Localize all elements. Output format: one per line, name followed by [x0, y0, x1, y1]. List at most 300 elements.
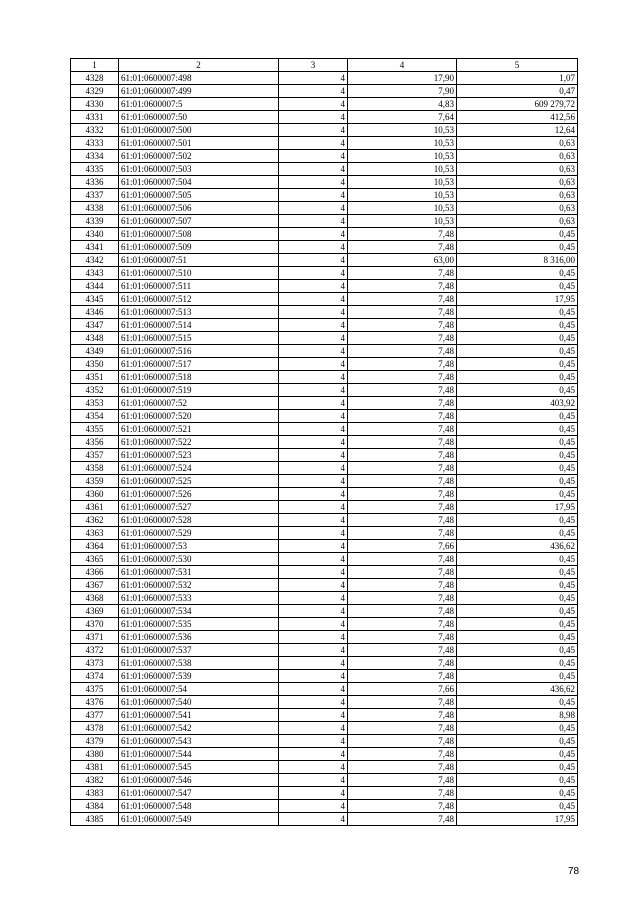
category-cell: 4	[279, 371, 348, 384]
amount-cell: 0,45	[457, 358, 578, 371]
cadastral-number-cell: 61:01:0600007:528	[119, 514, 279, 527]
table-row	[71, 98, 578, 111]
cadastral-number-cell: 61:01:0600007:501	[119, 137, 279, 150]
amount-cell: 412,56	[457, 111, 578, 124]
table-row	[71, 618, 578, 631]
table-row	[71, 787, 578, 800]
rate-cell: 10,53	[348, 189, 457, 202]
category-cell: 4	[279, 293, 348, 306]
cadastral-number-cell: 61:01:0600007:532	[119, 579, 279, 592]
category-cell: 4	[279, 345, 348, 358]
row-number-cell: 4367	[71, 579, 119, 592]
cadastral-number-cell: 61:01:0600007:542	[119, 722, 279, 735]
row-number-cell: 4345	[71, 293, 119, 306]
category-cell: 4	[279, 163, 348, 176]
cadastral-number-cell: 61:01:0600007:539	[119, 670, 279, 683]
row-number-cell: 4355	[71, 423, 119, 436]
cadastral-number-cell: 61:01:0600007:536	[119, 631, 279, 644]
amount-cell: 0,45	[457, 410, 578, 423]
cadastral-number-cell: 61:01:0600007:510	[119, 267, 279, 280]
cadastral-number-cell: 61:01:0600007:54	[119, 683, 279, 696]
row-number-cell: 4357	[71, 449, 119, 462]
table-row	[71, 384, 578, 397]
amount-cell: 0,63	[457, 176, 578, 189]
row-number-cell: 4381	[71, 761, 119, 774]
row-number-cell: 4372	[71, 644, 119, 657]
table-row	[71, 358, 578, 371]
amount-cell: 0,45	[457, 761, 578, 774]
table-row	[71, 462, 578, 475]
amount-cell: 0,45	[457, 371, 578, 384]
rate-cell: 7,48	[348, 566, 457, 579]
rate-cell: 7,48	[348, 345, 457, 358]
row-number-cell: 4328	[71, 72, 119, 85]
category-cell: 4	[279, 72, 348, 85]
rate-cell: 7,48	[348, 241, 457, 254]
row-number-cell: 4344	[71, 280, 119, 293]
cadastral-number-cell: 61:01:0600007:522	[119, 436, 279, 449]
cadastral-number-cell: 61:01:0600007:508	[119, 228, 279, 241]
category-cell: 4	[279, 462, 348, 475]
rate-cell: 7,48	[348, 527, 457, 540]
rate-cell: 7,48	[348, 306, 457, 319]
amount-cell: 0,45	[457, 644, 578, 657]
amount-cell: 0,45	[457, 488, 578, 501]
cadastral-number-cell: 61:01:0600007:504	[119, 176, 279, 189]
row-number-cell: 4348	[71, 332, 119, 345]
cadastral-number-cell: 61:01:0600007:531	[119, 566, 279, 579]
amount-cell: 0,45	[457, 618, 578, 631]
rate-cell: 7,48	[348, 267, 457, 280]
row-number-cell: 4376	[71, 696, 119, 709]
row-number-cell: 4368	[71, 592, 119, 605]
rate-cell: 7,48	[348, 514, 457, 527]
row-number-cell: 4342	[71, 254, 119, 267]
amount-cell: 0,45	[457, 735, 578, 748]
table-row	[71, 267, 578, 280]
rate-cell: 7,48	[348, 644, 457, 657]
category-cell: 4	[279, 410, 348, 423]
column-header-5: 5	[457, 59, 578, 72]
category-cell: 4	[279, 449, 348, 462]
rate-cell: 7,48	[348, 410, 457, 423]
amount-cell: 0,45	[457, 605, 578, 618]
rate-cell: 7,48	[348, 670, 457, 683]
row-number-cell: 4343	[71, 267, 119, 280]
cadastral-number-cell: 61:01:0600007:521	[119, 423, 279, 436]
cadastral-number-cell: 61:01:0600007:517	[119, 358, 279, 371]
amount-cell: 0,45	[457, 631, 578, 644]
amount-cell: 0,45	[457, 267, 578, 280]
category-cell: 4	[279, 189, 348, 202]
category-cell: 4	[279, 241, 348, 254]
table-row	[71, 371, 578, 384]
category-cell: 4	[279, 111, 348, 124]
rate-cell: 7,66	[348, 683, 457, 696]
cadastral-number-cell: 61:01:0600007:535	[119, 618, 279, 631]
rate-cell: 7,48	[348, 761, 457, 774]
category-cell: 4	[279, 280, 348, 293]
cadastral-number-cell: 61:01:0600007:511	[119, 280, 279, 293]
amount-cell: 1,07	[457, 72, 578, 85]
table-header-row	[71, 59, 578, 72]
table-row	[71, 696, 578, 709]
table-row	[71, 670, 578, 683]
table-row	[71, 111, 578, 124]
row-number-cell: 4333	[71, 137, 119, 150]
row-number-cell: 4353	[71, 397, 119, 410]
cadastral-number-cell: 61:01:0600007:499	[119, 85, 279, 98]
cadastral-number-cell: 61:01:0600007:512	[119, 293, 279, 306]
cadastral-number-cell: 61:01:0600007:513	[119, 306, 279, 319]
category-cell: 4	[279, 553, 348, 566]
category-cell: 4	[279, 696, 348, 709]
amount-cell: 0,45	[457, 475, 578, 488]
row-number-cell: 4331	[71, 111, 119, 124]
row-number-cell: 4362	[71, 514, 119, 527]
row-number-cell: 4347	[71, 319, 119, 332]
rate-cell: 4,83	[348, 98, 457, 111]
rate-cell: 7,48	[348, 293, 457, 306]
table-row	[71, 319, 578, 332]
row-number-cell: 4370	[71, 618, 119, 631]
rate-cell: 7,48	[348, 631, 457, 644]
category-cell: 4	[279, 813, 348, 826]
rate-cell: 10,53	[348, 215, 457, 228]
cadastral-number-cell: 61:01:0600007:500	[119, 124, 279, 137]
amount-cell: 0,45	[457, 657, 578, 670]
amount-cell: 0,45	[457, 332, 578, 345]
rate-cell: 7,48	[348, 358, 457, 371]
rate-cell: 7,48	[348, 423, 457, 436]
rate-cell: 7,48	[348, 501, 457, 514]
rate-cell: 7,48	[348, 397, 457, 410]
table-row	[71, 397, 578, 410]
row-number-cell: 4338	[71, 202, 119, 215]
cadastral-number-cell: 61:01:0600007:533	[119, 592, 279, 605]
row-number-cell: 4340	[71, 228, 119, 241]
table-body	[71, 72, 578, 826]
amount-cell: 0,45	[457, 462, 578, 475]
table-row	[71, 631, 578, 644]
row-number-cell: 4337	[71, 189, 119, 202]
amount-cell: 17,95	[457, 501, 578, 514]
row-number-cell: 4351	[71, 371, 119, 384]
table-row	[71, 761, 578, 774]
table-row	[71, 709, 578, 722]
rate-cell: 7,48	[348, 605, 457, 618]
cadastral-number-cell: 61:01:0600007:540	[119, 696, 279, 709]
amount-cell: 0,45	[457, 722, 578, 735]
table-row	[71, 85, 578, 98]
table-row	[71, 605, 578, 618]
table-row	[71, 137, 578, 150]
amount-cell: 436,62	[457, 540, 578, 553]
table-row	[71, 501, 578, 514]
amount-cell: 0,45	[457, 592, 578, 605]
table-row	[71, 514, 578, 527]
row-number-cell: 4377	[71, 709, 119, 722]
cadastral-number-cell: 61:01:0600007:530	[119, 553, 279, 566]
rate-cell: 7,48	[348, 735, 457, 748]
table-row	[71, 644, 578, 657]
cadastral-number-cell: 61:01:0600007:546	[119, 774, 279, 787]
category-cell: 4	[279, 254, 348, 267]
rate-cell: 7,64	[348, 111, 457, 124]
category-cell: 4	[279, 85, 348, 98]
cadastral-number-cell: 61:01:0600007:51	[119, 254, 279, 267]
category-cell: 4	[279, 800, 348, 813]
rate-cell: 63,00	[348, 254, 457, 267]
rate-cell: 7,48	[348, 592, 457, 605]
column-header-3: 3	[279, 59, 348, 72]
cadastral-number-cell: 61:01:0600007:516	[119, 345, 279, 358]
row-number-cell: 4384	[71, 800, 119, 813]
cadastral-number-cell: 61:01:0600007:523	[119, 449, 279, 462]
cadastral-number-cell: 61:01:0600007:53	[119, 540, 279, 553]
table-row	[71, 683, 578, 696]
cadastral-number-cell: 61:01:0600007:534	[119, 605, 279, 618]
category-cell: 4	[279, 592, 348, 605]
cadastral-number-cell: 61:01:0600007:52	[119, 397, 279, 410]
amount-cell: 12,64	[457, 124, 578, 137]
row-number-cell: 4332	[71, 124, 119, 137]
row-number-cell: 4375	[71, 683, 119, 696]
table-row	[71, 592, 578, 605]
category-cell: 4	[279, 488, 348, 501]
cadastral-number-cell: 61:01:0600007:509	[119, 241, 279, 254]
row-number-cell: 4339	[71, 215, 119, 228]
cadastral-number-cell: 61:01:0600007:544	[119, 748, 279, 761]
cadastral-number-cell: 61:01:0600007:520	[119, 410, 279, 423]
row-number-cell: 4330	[71, 98, 119, 111]
amount-cell: 0,45	[457, 345, 578, 358]
category-cell: 4	[279, 501, 348, 514]
rate-cell: 10,53	[348, 163, 457, 176]
row-number-cell: 4371	[71, 631, 119, 644]
cadastral-number-cell: 61:01:0600007:538	[119, 657, 279, 670]
cadastral-number-cell: 61:01:0600007:514	[119, 319, 279, 332]
category-cell: 4	[279, 423, 348, 436]
table-row	[71, 579, 578, 592]
cadastral-number-cell: 61:01:0600007:505	[119, 189, 279, 202]
category-cell: 4	[279, 332, 348, 345]
amount-cell: 0,63	[457, 163, 578, 176]
amount-cell: 0,45	[457, 579, 578, 592]
amount-cell: 0,45	[457, 774, 578, 787]
rate-cell: 10,53	[348, 202, 457, 215]
cadastral-number-cell: 61:01:0600007:515	[119, 332, 279, 345]
table-row	[71, 527, 578, 540]
category-cell: 4	[279, 787, 348, 800]
amount-cell: 0,63	[457, 202, 578, 215]
category-cell: 4	[279, 267, 348, 280]
category-cell: 4	[279, 566, 348, 579]
cadastral-number-cell: 61:01:0600007:518	[119, 371, 279, 384]
amount-cell: 0,45	[457, 748, 578, 761]
row-number-cell: 4361	[71, 501, 119, 514]
amount-cell: 0,45	[457, 449, 578, 462]
cadastral-number-cell: 61:01:0600007:5	[119, 98, 279, 111]
amount-cell: 0,45	[457, 319, 578, 332]
cadastral-number-cell: 61:01:0600007:507	[119, 215, 279, 228]
table-row	[71, 410, 578, 423]
rate-cell: 17,90	[348, 72, 457, 85]
row-number-cell: 4379	[71, 735, 119, 748]
category-cell: 4	[279, 475, 348, 488]
row-number-cell: 4385	[71, 813, 119, 826]
row-number-cell: 4369	[71, 605, 119, 618]
category-cell: 4	[279, 150, 348, 163]
category-cell: 4	[279, 579, 348, 592]
table-row	[71, 345, 578, 358]
rate-cell: 7,48	[348, 319, 457, 332]
amount-cell: 0,45	[457, 306, 578, 319]
table-row	[71, 722, 578, 735]
category-cell: 4	[279, 436, 348, 449]
table-row	[71, 748, 578, 761]
cadastral-number-cell: 61:01:0600007:502	[119, 150, 279, 163]
amount-cell: 0,45	[457, 553, 578, 566]
row-number-cell: 4356	[71, 436, 119, 449]
row-number-cell: 4346	[71, 306, 119, 319]
cadastral-number-cell: 61:01:0600007:526	[119, 488, 279, 501]
cadastral-number-cell: 61:01:0600007:527	[119, 501, 279, 514]
cadastral-number-cell: 61:01:0600007:537	[119, 644, 279, 657]
rate-cell: 7,48	[348, 787, 457, 800]
category-cell: 4	[279, 618, 348, 631]
row-number-cell: 4380	[71, 748, 119, 761]
rate-cell: 7,48	[348, 436, 457, 449]
cadastral-number-cell: 61:01:0600007:525	[119, 475, 279, 488]
category-cell: 4	[279, 215, 348, 228]
category-cell: 4	[279, 670, 348, 683]
category-cell: 4	[279, 631, 348, 644]
amount-cell: 17,95	[457, 293, 578, 306]
table-row	[71, 553, 578, 566]
amount-cell: 403,92	[457, 397, 578, 410]
table-row	[71, 241, 578, 254]
category-cell: 4	[279, 683, 348, 696]
category-cell: 4	[279, 605, 348, 618]
row-number-cell: 4341	[71, 241, 119, 254]
table-row	[71, 540, 578, 553]
amount-cell: 0,45	[457, 696, 578, 709]
row-number-cell: 4378	[71, 722, 119, 735]
category-cell: 4	[279, 709, 348, 722]
table-row	[71, 488, 578, 501]
rate-cell: 7,48	[348, 449, 457, 462]
amount-cell: 0,45	[457, 228, 578, 241]
table-row	[71, 449, 578, 462]
category-cell: 4	[279, 657, 348, 670]
table-row	[71, 735, 578, 748]
cadastral-number-cell: 61:01:0600007:524	[119, 462, 279, 475]
table-row	[71, 293, 578, 306]
category-cell: 4	[279, 397, 348, 410]
amount-cell: 0,45	[457, 514, 578, 527]
cadastral-number-cell: 61:01:0600007:498	[119, 72, 279, 85]
table-row	[71, 189, 578, 202]
category-cell: 4	[279, 514, 348, 527]
table-row	[71, 254, 578, 267]
table-row	[71, 176, 578, 189]
rate-cell: 7,48	[348, 748, 457, 761]
category-cell: 4	[279, 176, 348, 189]
cadastral-number-cell: 61:01:0600007:548	[119, 800, 279, 813]
rate-cell: 7,48	[348, 475, 457, 488]
table-row	[71, 475, 578, 488]
cadastral-number-cell: 61:01:0600007:549	[119, 813, 279, 826]
rate-cell: 7,48	[348, 553, 457, 566]
category-cell: 4	[279, 202, 348, 215]
category-cell: 4	[279, 124, 348, 137]
rate-cell: 7,48	[348, 462, 457, 475]
data-table	[70, 58, 578, 826]
category-cell: 4	[279, 306, 348, 319]
row-number-cell: 4374	[71, 670, 119, 683]
category-cell: 4	[279, 774, 348, 787]
rate-cell: 10,53	[348, 124, 457, 137]
row-number-cell: 4359	[71, 475, 119, 488]
row-number-cell: 4350	[71, 358, 119, 371]
amount-cell: 0,45	[457, 670, 578, 683]
cadastral-number-cell: 61:01:0600007:50	[119, 111, 279, 124]
amount-cell: 0,63	[457, 215, 578, 228]
row-number-cell: 4360	[71, 488, 119, 501]
table-row	[71, 72, 578, 85]
row-number-cell: 4366	[71, 566, 119, 579]
category-cell: 4	[279, 722, 348, 735]
rate-cell: 7,48	[348, 709, 457, 722]
column-header-4: 4	[348, 59, 457, 72]
table-row	[71, 228, 578, 241]
table-row	[71, 423, 578, 436]
row-number-cell: 4334	[71, 150, 119, 163]
category-cell: 4	[279, 228, 348, 241]
table-row	[71, 657, 578, 670]
table-row	[71, 163, 578, 176]
amount-cell: 0,45	[457, 280, 578, 293]
row-number-cell: 4354	[71, 410, 119, 423]
amount-cell: 436,62	[457, 683, 578, 696]
cadastral-number-cell: 61:01:0600007:503	[119, 163, 279, 176]
rate-cell: 7,48	[348, 813, 457, 826]
row-number-cell: 4373	[71, 657, 119, 670]
category-cell: 4	[279, 137, 348, 150]
category-cell: 4	[279, 319, 348, 332]
category-cell: 4	[279, 761, 348, 774]
amount-cell: 609 279,72	[457, 98, 578, 111]
table-row	[71, 150, 578, 163]
table-row	[71, 332, 578, 345]
table-row	[71, 215, 578, 228]
rate-cell: 7,48	[348, 332, 457, 345]
amount-cell: 0,45	[457, 241, 578, 254]
category-cell: 4	[279, 98, 348, 111]
row-number-cell: 4336	[71, 176, 119, 189]
row-number-cell: 4352	[71, 384, 119, 397]
table-row	[71, 280, 578, 293]
amount-cell: 0,63	[457, 150, 578, 163]
rate-cell: 7,48	[348, 384, 457, 397]
amount-cell: 8,98	[457, 709, 578, 722]
category-cell: 4	[279, 735, 348, 748]
row-number-cell: 4358	[71, 462, 119, 475]
rate-cell: 10,53	[348, 137, 457, 150]
row-number-cell: 4364	[71, 540, 119, 553]
rate-cell: 7,48	[348, 280, 457, 293]
